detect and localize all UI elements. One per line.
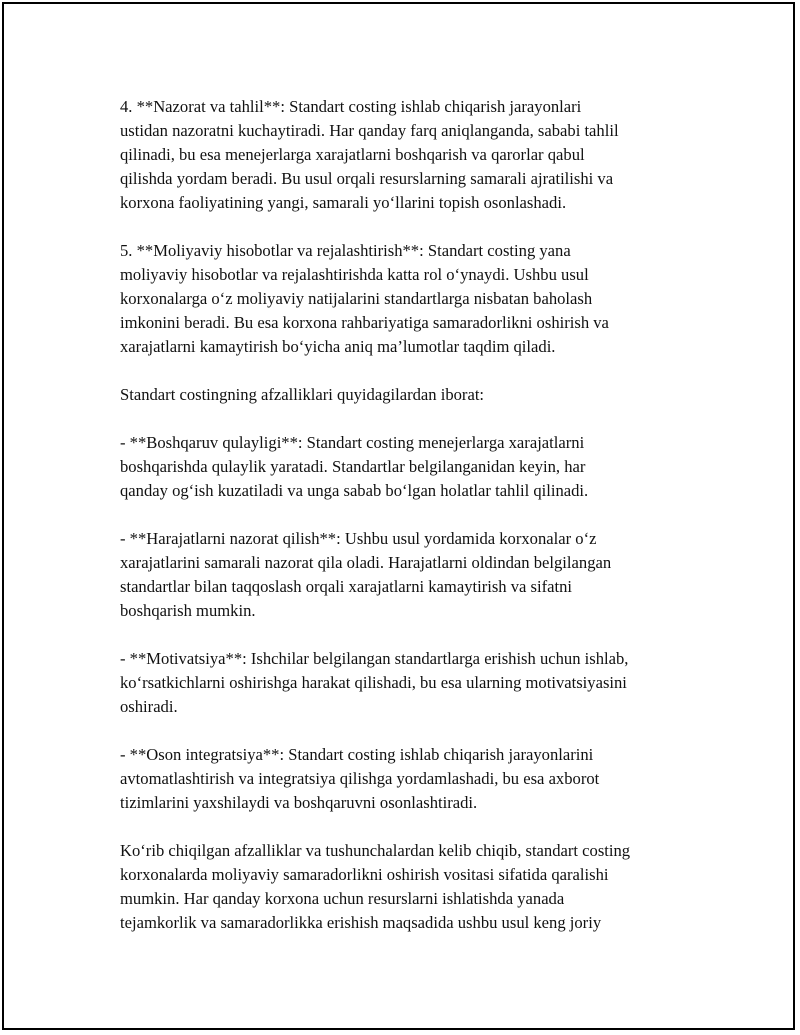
text-line: - **Harajatlarni nazorat qilish**: Ushbu usul yordamida korxonalar o‘z xyxy=(120,529,597,548)
text-line: tizimlarini yaxshilaydi va boshqaruvni osonlashtiradi. xyxy=(120,793,478,812)
text-line: qilinadi, bu esa menejerlarga xarajatlarni boshqarish va qarorlar qabul xyxy=(120,145,585,164)
text-line: 5. **Moliyaviy hisobotlar va rejalashtirish**: Standart costing yana xyxy=(120,241,571,260)
paragraph-boshqaruv-qulayligi xyxy=(120,431,720,503)
text-line: Ko‘rib chiqilgan afzalliklar va tushunchalardan kelib chiqib, standart costing xyxy=(120,841,631,860)
text-line: - **Boshqaruv qulayligi**: Standart costing menejerlarga xarajatlarni xyxy=(120,433,585,452)
text-line: avtomatlashtirish va integratsiya qilishga yordamlashadi, bu esa axborot xyxy=(120,769,600,788)
text-line: korxonalarga o‘z moliyaviy natijalarini standartlarga nisbatan baholash xyxy=(120,289,593,308)
text-line: ko‘rsatkichlarni oshirishga harakat qilishadi, bu esa ularning motivatsiyasini xyxy=(120,673,627,692)
text-line: imkonini beradi. Bu esa korxona rahbariyatiga samaradorlikni oshirish va xyxy=(120,313,609,332)
text-line: tejamkorlik va samaradorlikka erishish maqsadida ushbu usul keng joriy xyxy=(120,913,602,932)
text-line: - **Motivatsiya**: Ishchilar belgilangan standartlarga erishish uchun ishlab, xyxy=(120,649,629,668)
text-line: boshqarish mumkin. xyxy=(120,601,256,620)
text-line: oshiradi. xyxy=(120,697,178,716)
paragraph-oson-integratsiya xyxy=(120,743,720,815)
text-line: - **Oson integratsiya**: Standart costing ishlab chiqarish jarayonlarini xyxy=(120,745,594,764)
text-line: xarajatlarni kamaytirish bo‘yicha aniq ma’lumotlar taqdim qiladi. xyxy=(120,337,556,356)
text-line: 4. **Nazorat va tahlil**: Standart costing ishlab chiqarish jarayonlari xyxy=(120,97,582,116)
text-line: standartlar bilan taqqoslash orqali xarajatlarni kamaytirish va sifatni xyxy=(120,577,573,596)
text-line: qanday og‘ish kuzatiladi va unga sabab bo‘lgan holatlar tahlil qilinadi. xyxy=(120,481,589,500)
text-line: moliyaviy hisobotlar va rejalashtirishda katta rol o‘ynaydi. Ushbu usul xyxy=(120,265,589,284)
document-page xyxy=(2,2,795,1030)
paragraph-moliyaviy-hisobotlar xyxy=(120,239,720,359)
paragraph-xulosa xyxy=(120,839,720,935)
text-line: xarajatlarini samarali nazorat qila oladi. Harajatlarni oldindan belgilangan xyxy=(120,553,612,572)
text-line: mumkin. Har qanday korxona uchun resurslarni ishlatishda yanada xyxy=(120,889,565,908)
paragraph-motivatsiya xyxy=(120,647,720,719)
document-body xyxy=(120,95,720,959)
text-line: boshqarishda qulaylik yaratadi. Standartlar belgilanganidan keyin, har xyxy=(120,457,586,476)
paragraph-harajatlarni-nazorat xyxy=(120,527,720,623)
text-line: qilishda yordam beradi. Bu usul orqali resurslarning samarali ajratilishi va xyxy=(120,169,614,188)
paragraph-afzalliklar-intro xyxy=(120,383,720,407)
text-line: korxonalarda moliyaviy samaradorlikni oshirish vositasi sifatida qaralishi xyxy=(120,865,609,884)
text-line: korxona faoliyatining yangi, samarali yo‘llarini topish osonlashadi. xyxy=(120,193,567,212)
text-line: Standart costingning afzalliklari quyidagilardan iborat: xyxy=(120,385,485,404)
paragraph-nazorat-va-tahlil xyxy=(120,95,720,215)
text-line: ustidan nazoratni kuchaytiradi. Har qanday farq aniqlanganda, sababi tahlil xyxy=(120,121,619,140)
